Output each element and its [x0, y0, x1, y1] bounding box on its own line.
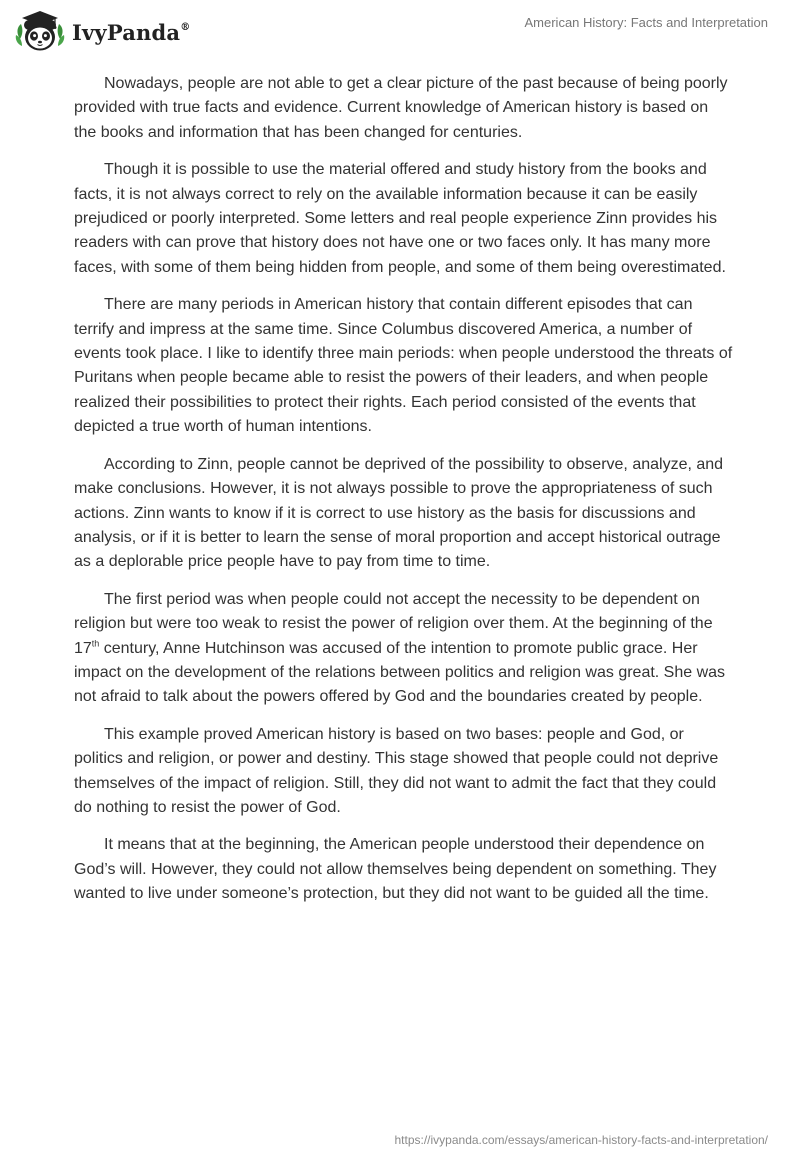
paragraph: Nowadays, people are not able to get a clear picture of the past because of being poorly provided with true facts and evidence. Current knowledge of American history is based on the books and information that has been changed for centuries. [74, 75, 728, 141]
document-title: American History: Facts and Interpretation [524, 15, 768, 30]
paragraph: According to Zinn, people cannot be deprived of the possibility to observe, analyze, and make conclusions. However, it is not always possible to prove the appropriateness of such actions. Zinn wants to know if it is correct to use history as the basis for discussions and analysis, or if it is better to learn the sense of moral proportion and accept historical outrage as a deplorable price people have to pay from time to time. [74, 455, 724, 571]
paragraph [74, 588, 734, 710]
brand-name [72, 20, 190, 45]
ordinal-suffix: th [91, 638, 100, 649]
paragraph-text: century, Anne Hutchinson was accused of the intention to promote public grace. Her impact on the development of the relations between politics and religion was great. She was not afraid to talk about the powers offered by God and the boundaries created by people. [74, 639, 726, 706]
registered-mark: ® [180, 21, 191, 33]
panda-graduate-icon [14, 9, 66, 55]
paragraph: Though it is possible to use the material offered and study history from the books and facts, it is not always correct to rely on the available information because it can be easily prejudiced or poorly interpreted. Some letters and real people experience Zinn provides his readers with can prove that history does not have one or two faces only. It has many more faces, with some of them being hidden from people, and some of them being overestimated. [74, 161, 726, 276]
source-url-link[interactable]: https://ivypanda.com/essays/american-history-facts-and-interpretation/ [394, 1133, 768, 1147]
paragraph: It means that at the beginning, the American people understood their dependence on God’s will. However, they could not allow themselves being dependent on something. They wanted to live under someone’s protection, but they did not want to be guided all the time. [74, 836, 717, 903]
page-header [0, 0, 800, 60]
paragraph: There are many periods in American history that contain different episodes that can terrify and impress at the same time. Since Columbus discovered America, a number of events took place. I like to identify three main periods: when people understood the threats of Puritans when people became able to resist the powers of their leaders, and when people realized their possibilities to protect their rights. Each period consisted of the events that depicted a true worth of human intentions. [74, 296, 733, 436]
essay-body [74, 72, 734, 920]
paragraph-text: The first period was when people could not accept the necessity to be dependent on religion but were too weak to resist the power of religion over them. At the beginning of the 17 [74, 590, 713, 657]
brand-name-text: IvyPanda [72, 19, 181, 45]
ivypanda-logo[interactable] [14, 9, 190, 55]
paragraph: This example proved American history is based on two bases: people and God, or politics and religion, or power and destiny. This stage showed that people could not deprive themselves of the impact of religion. Still, they did not want to admit the fact that they could do nothing to resist the power of God. [74, 725, 719, 816]
